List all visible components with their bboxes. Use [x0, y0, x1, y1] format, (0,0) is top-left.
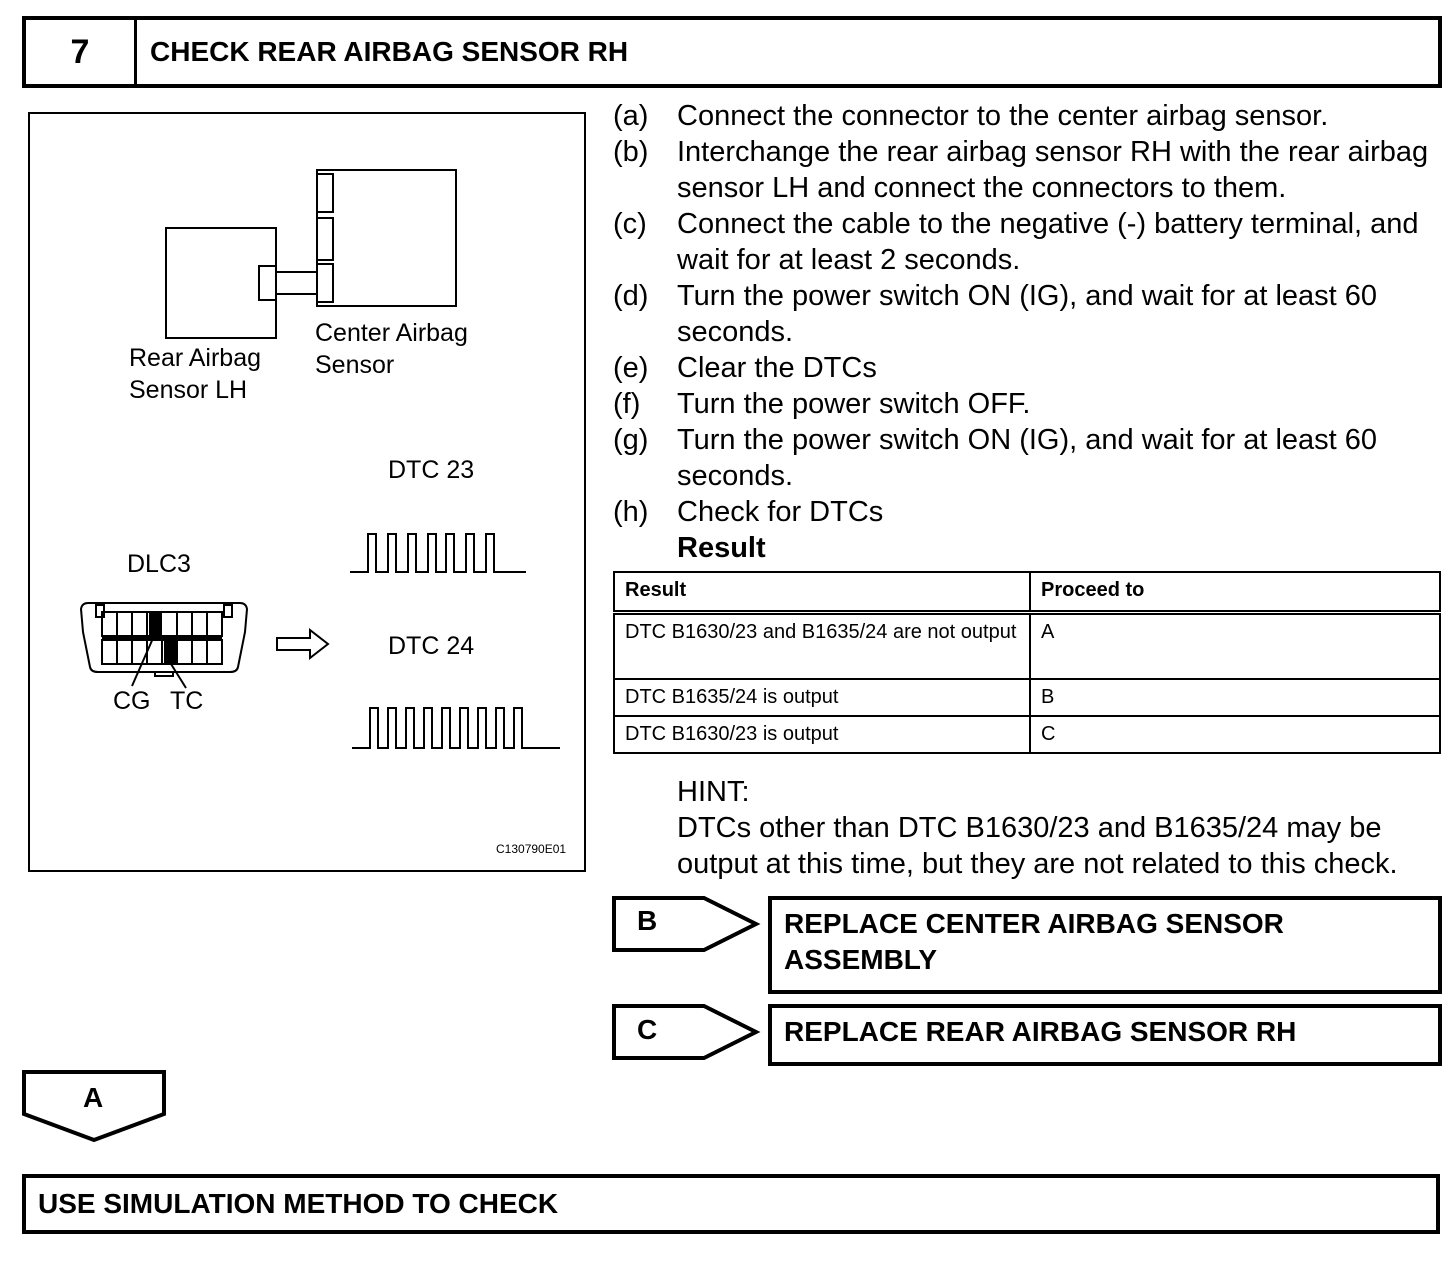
step-header: [22, 16, 1442, 88]
table-row: [614, 613, 1440, 679]
tc-terminal: [164, 640, 178, 664]
step-label: (h): [613, 496, 649, 528]
illustration-drawing: [30, 114, 584, 870]
center-airbag-sensor-shape: [317, 170, 456, 306]
step-label: (b): [613, 136, 649, 168]
step-title: CHECK REAR AIRBAG SENSOR RH: [150, 36, 629, 67]
procedure-step: [613, 422, 1443, 494]
dlc3-label: DLC3: [127, 550, 191, 578]
procedure-step: [613, 206, 1443, 278]
final-action: USE SIMULATION METHOD TO CHECK: [22, 1174, 1440, 1234]
procedure-step: [613, 494, 1443, 530]
branch-b-arrow-icon: [612, 894, 762, 954]
step-label: (c): [613, 208, 647, 240]
step-text: Check for DTCs: [677, 496, 884, 528]
result-cell: DTC B1635/24 is output: [614, 679, 1030, 716]
result-cell: DTC B1630/23 is output: [614, 716, 1030, 753]
proceed-cell: C: [1030, 716, 1440, 753]
step-text: Turn the power switch ON (IG), and wait for at least 60 seconds.: [677, 424, 1378, 492]
step-text: Connect the cable to the negative (-) battery terminal, and wait for at least 2 seconds.: [677, 208, 1419, 276]
hint: [677, 774, 1447, 882]
dtc24-waveform: [352, 708, 560, 748]
step-text: Clear the DTCs: [677, 352, 877, 384]
procedure-step: [613, 134, 1443, 206]
cg-terminal: [149, 612, 162, 636]
branch-a-label: A: [83, 1082, 104, 1113]
step-text: Turn the power switch ON (IG), and wait for at least 60 seconds.: [677, 280, 1378, 348]
branch-b-action: REPLACE CENTER AIRBAG SENSOR ASSEMBLY: [768, 896, 1442, 994]
procedure-step: [613, 278, 1443, 350]
tc-label: TC: [170, 687, 204, 715]
arrow-right-icon: [277, 630, 328, 658]
result-title: Result: [677, 532, 766, 564]
cg-label: CG: [113, 687, 151, 715]
step-text: Connect the connector to the center airbag sensor.: [677, 100, 1329, 132]
result-table: [613, 571, 1441, 754]
dtc23-label: DTC 23: [388, 456, 475, 484]
table-header-row: [614, 572, 1440, 613]
proceed-cell: B: [1030, 679, 1440, 716]
column-header-result: Result: [614, 572, 1030, 613]
hint-title: HINT:: [677, 776, 750, 808]
table-row: [614, 716, 1440, 753]
dtc23-waveform: [350, 534, 526, 572]
step-label: (g): [613, 424, 649, 456]
procedure-step: [613, 98, 1443, 134]
branch-c-action: REPLACE REAR AIRBAG SENSOR RH: [768, 1004, 1442, 1066]
procedure-step: [613, 350, 1443, 386]
result-cell: DTC B1630/23 and B1635/24 are not output: [614, 613, 1030, 679]
step-label: (e): [613, 352, 649, 384]
dtc24-label: DTC 24: [388, 632, 475, 660]
table-row: [614, 679, 1440, 716]
proceed-cell: A: [1030, 613, 1440, 679]
rear-sensor-label: Rear Airbag Sensor LH: [129, 344, 262, 404]
step-text: Interchange the rear airbag sensor RH with the rear airbag sensor LH and connect the connectors to them.: [677, 136, 1429, 204]
hint-text: DTCs other than DTC B1630/23 and B1635/24 may be output at this time, but they are not related to this check.: [677, 812, 1398, 880]
column-header-proceed: Proceed to: [1030, 572, 1440, 613]
step-label: (d): [613, 280, 649, 312]
wiring-illustration: [28, 112, 586, 872]
branch-c-label: C: [637, 1014, 658, 1045]
step-number: 7: [26, 20, 137, 84]
step-label: (f): [613, 388, 641, 420]
step-label: (a): [613, 100, 649, 132]
figure-code: C130790E01: [496, 842, 567, 856]
step-text: Turn the power switch OFF.: [677, 388, 1031, 420]
procedure-step: [613, 386, 1443, 422]
center-sensor-label: Center Airbag Sensor: [315, 319, 468, 379]
branch-c-arrow-icon: [612, 1002, 762, 1062]
branch-b-label: B: [637, 905, 658, 936]
procedure-steps: [613, 98, 1443, 530]
